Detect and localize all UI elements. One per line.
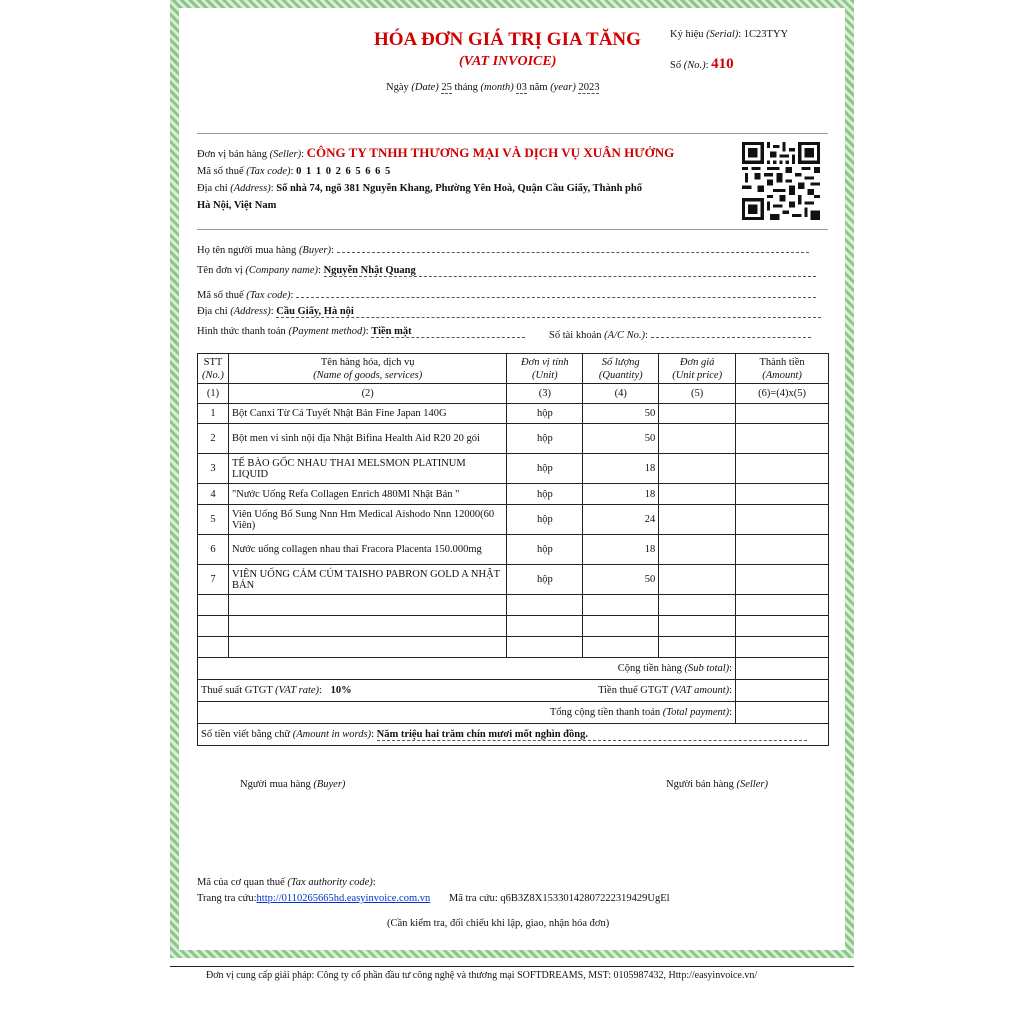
table-row: 7 VIÊN UỐNG CẢM CÚM TAISHO PABRON GOLD A NHẬT BẢN hộp 50 [198,565,829,595]
table-row-empty [198,637,829,658]
buyer-name [337,252,809,253]
table-header-row [198,354,829,384]
invoice-number-field: Số (No.): 410 [670,56,734,72]
invoice-date: Ngày (Date) 25 tháng (month) 03 năm (year) 2023 [386,82,600,93]
date-day: 25 [441,82,452,93]
buyer-name-row: Họ tên người mua hàng (Buyer): [197,245,828,256]
vat-rate: 10% [330,685,352,696]
goods-table [197,353,829,746]
tax-authority-code-row: Mã của cơ quan thuế (Tax authority code): [197,877,376,888]
invoice-title-en: (VAT INVOICE) [459,54,557,69]
col-header-name: Tên hàng hóa, dịch vụ (Name of goods, services) [228,354,506,384]
lookup-row: Trang tra cứu:http://0110265665hd.easyinvoice.com.vn Mã tra cứu: q6B3Z8X15330142807222319429UgEl [197,893,670,904]
serial-field: Ký hiệu (Serial): 1C23TYY [670,29,789,40]
total-value [736,702,829,724]
subtotal-value [736,658,829,680]
total-row: Tổng cộng tiền thanh toán (Total payment): [198,702,829,724]
table-row: 4 "Nước Uống Refa Collagen Enrich 480Ml Nhật Bản " hộp 18 [198,484,829,505]
table-index-row: (1) (2) (3) (4) (5) (6)=(4)x(5) [198,384,829,404]
seller-address-line1: Số nhà 74, ngõ 381 Nguyễn Khang, Phường Yên Hoà, Quận Cầu Giấy, Thành phố [276,183,642,194]
payment-method: Tiền mặt [371,326,525,338]
invoice-title: HÓA ĐƠN GIÁ TRỊ GIA TĂNG [374,29,641,50]
buyer-tax-row: Mã số thuế (Tax code): [197,286,816,301]
invoice-number: 410 [711,56,734,72]
col-header-unit-price: Đơn giá (Unit price) [659,354,736,384]
account-row: Số tài khoản (A/C No.): [549,326,811,341]
amount-in-words: Năm triệu hai trăm chín mươi mốt nghìn đồng. [377,729,807,741]
buyer-signature-label: Người mua hàng (Buyer) [240,779,346,790]
buyer-company-row: Tên đơn vị (Company name): Nguyễn Nhật Quang [197,265,816,277]
lookup-link[interactable]: http://0110265665hd.easyinvoice.com.vn [256,893,431,904]
seller-address-row: Địa chỉ (Address): Số nhà 74, ngõ 381 Nguyễn Khang, Phường Yên Hoà, Quận Cầu Giấy, Thành phố [197,183,642,194]
seller-name-row: Đơn vị bán hàng (Seller): CÔNG TY TNHH THƯƠNG MẠI VÀ DỊCH VỤ XUÂN HƯỞNG [197,145,675,160]
table-row: 6 Nước uống collagen nhau thai Fracora Placenta 150.000mg hộp 18 [198,535,829,565]
date-year: 2023 [578,82,600,93]
footer-divider [170,966,854,967]
seller-tax-row: Mã số thuế (Tax code): 0 1 1 0 2 6 5 6 6 5 [197,166,392,177]
payment-row: Hình thức thanh toán (Payment method): Tiền mặt [197,326,525,338]
col-header-quantity: Số lượng (Quantity) [583,354,659,384]
vat-row: Thuế suất GTGT (VAT rate): 10% Tiền thuế GTGT (VAT amount): [198,680,829,702]
seller-name: CÔNG TY TNHH THƯƠNG MẠI VÀ DỊCH VỤ XUÂN HƯỞNG [306,145,675,160]
table-row: 5 Viên Uống Bổ Sung Nnn Hm Medical Aishodo Nnn 12000(60 Viên) hộp 24 [198,505,829,535]
table-row: 3 TẾ BÀO GỐC NHAU THAI MELSMON PLATINUM LIQUID hộp 18 [198,454,829,484]
provider-footer: Đơn vị cung cấp giải pháp: Công ty cổ phần đầu tư công nghệ và thương mại SOFTDREAMS, MST: 0105987432, Http://easyinvoice.vn/ [206,970,758,981]
buyer-address: Cầu Giấy, Hà nội [276,306,821,318]
seller-tax-code: 0 1 1 0 2 6 5 6 6 5 [296,166,392,177]
serial-value: 1C23TYY [743,29,789,40]
seller-signature-label: Người bán hàng (Seller) [666,779,768,790]
col-header-no: STT (No.) [198,354,229,384]
amount-words-row: Số tiền viết bằng chữ (Amount in words): Năm triệu hai trăm chín mươi mốt nghìn đồng. [198,724,829,746]
divider [197,133,828,134]
table-row-empty [198,616,829,637]
buyer-address-row: Địa chỉ (Address): Cầu Giấy, Hà nội [197,306,821,318]
table-row-empty [198,595,829,616]
verification-note: (Cần kiểm tra, đối chiếu khi lập, giao, nhận hóa đơn) [387,918,610,929]
col-header-amount: Thành tiền (Amount) [736,354,829,384]
buyer-tax-code [296,286,816,298]
divider [197,229,828,230]
table-row: 1 Bột Canxi Từ Cá Tuyết Nhật Bản Fine Japan 140G hộp 50 [198,404,829,424]
qr-code-icon [742,142,820,220]
seller-address-line2: Hà Nội, Việt Nam [197,200,277,211]
col-header-unit: Đơn vị tính (Unit) [507,354,583,384]
subtotal-row: Cộng tiền hàng (Sub total): [198,658,829,680]
buyer-company-name: Nguyễn Nhật Quang [324,265,816,277]
date-month: 03 [516,82,527,93]
table-row: 2 Bột men vi sinh nội địa Nhật Bifina Health Aid R20 20 gói hộp 50 [198,424,829,454]
lookup-code: q6B3Z8X15330142807222319429UgEl [500,893,670,904]
vat-amount-value [736,680,829,702]
account-number [651,326,811,338]
